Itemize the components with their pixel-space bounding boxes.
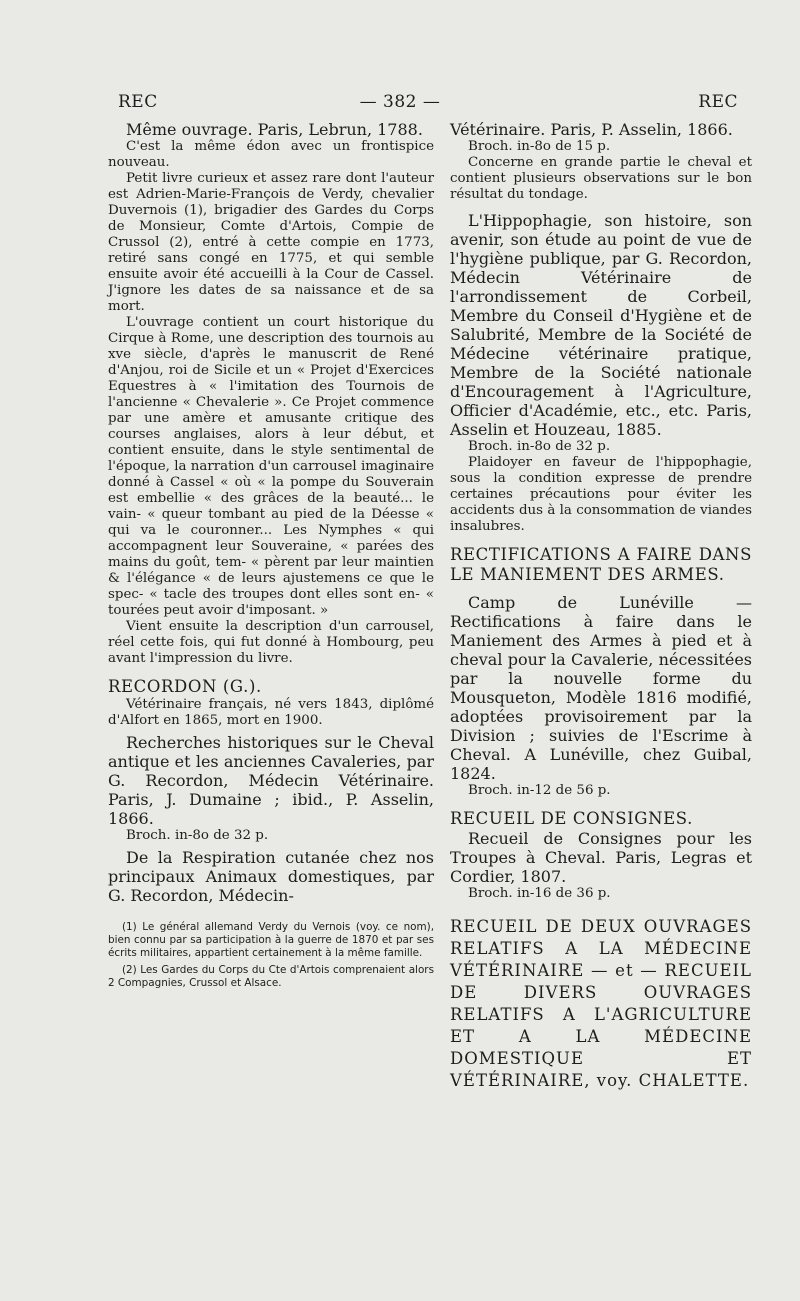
- entry-format: Broch. in-16 de 36 p.: [468, 886, 611, 901]
- left-column: [108, 120, 434, 994]
- entry-format: Broch. in-8o de 32 p.: [468, 439, 611, 454]
- right-column: [450, 120, 752, 1092]
- entry-text: Camp de Lunéville — Rectifications à faire dans le Maniement des Armes à pied et à cheval pour la Cavalerie, nécessitées par la nouvelle forme du Mousqueton, Modèle 1816 modifié, adoptées provisoirement par la Division ; suivies de l'Escrime à Cheval. A Lunéville, chez Guibal, 1824.: [450, 593, 752, 783]
- section-heading: RECORDON (G.).: [108, 677, 262, 696]
- entry-note: Vient ensuite la description d'un carrousel, réel cette fois, qui fut donné à Hombourg, peu avant l'impression du livre.: [108, 619, 434, 666]
- entry-text: Vétérinaire. Paris, P. Asselin, 1866.: [450, 120, 733, 139]
- section-heading: RECUEIL DE CONSIGNES.: [450, 809, 693, 828]
- footnote: (1) Le général allemand Verdy du Vernois (voy. ce nom), bien connu par sa participation à la guerre de 1870 et par ses écrits militaires, appartient certainement à la même famille.: [108, 921, 434, 959]
- entry-format: Broch. in-8o de 32 p.: [126, 828, 269, 843]
- section-heading: RECTIFICATIONS A FAIRE DANS LE MANIEMENT DES ARMES.: [450, 545, 752, 584]
- entry-text: Recueil de Consignes pour les Troupes à Cheval. Paris, Legras et Cordier, 1807.: [450, 829, 752, 886]
- running-head-left: REC: [118, 92, 158, 112]
- entry-format: Broch. in-12 de 56 p.: [468, 783, 611, 798]
- page-number: — 382 —: [359, 92, 441, 112]
- entry-format: Broch. in-8o de 15 p.: [468, 139, 611, 154]
- entry-text: De la Respiration cutanée chez nos principaux Animaux domestiques, par G. Recordon, Médecin-: [108, 848, 434, 905]
- entry-text: Recherches historiques sur le Cheval antique et les anciennes Cavaleries, par G. Recordon, Médecin Vétérinaire. Paris, J. Dumaine ; ibid., P. Asselin, 1866.: [108, 733, 434, 828]
- entry-note: C'est la même édon avec un frontispice nouveau.: [108, 139, 434, 170]
- footnote: (2) Les Gardes du Corps du Cte d'Artois comprenaient alors 2 Compagnies, Crussol et Alsace.: [108, 964, 434, 989]
- entry-note: L'ouvrage contient un court historique du Cirque à Rome, une description des tournois au xve siècle, d'après le manuscrit de René d'Anjou, roi de Sicile et un « Projet d'Exercices Equestres à « l'imitation des Tournois de l'ancienne « Chevalerie ». Ce Projet commence par une amère et amusante critique des courses anglaises, alors à leur début, et contient ensuite, dans le style sentimental de l'époque, la narration d'un carrousel imaginaire donné à Cassel « où « la pompe du Souverain est embellie « des grâces de la beauté... le vain- « queur tombant au pied de la Déesse « qui va le couronner... Les Nymphes « qui accompagnent leur Souveraine, « parées des mains du goût, tem- « pèrent par leur maintien & l'élégance « de leurs ajustemens ce que le spec- « tacle des troupes dont elles sont en- « tourées peut avoir d'imposant. »: [108, 315, 434, 618]
- entry-text: Même ouvrage. Paris, Lebrun, 1788.: [126, 120, 423, 139]
- entry-note: Plaidoyer en faveur de l'hippophagie, sous la condition expresse de prendre certaines précautions pour éviter les accidents dus à la consommation de viandes insalubres.: [450, 455, 752, 534]
- entry-note: Vétérinaire français, né vers 1843, diplômé d'Alfort en 1865, mort en 1900.: [108, 697, 434, 728]
- section-heading: RECUEIL DE DEUX OUVRAGES RELATIFS A LA MÉDECINE VÉTÉRINAIRE — et — RECUEIL DE DIVERS OUVRAGES RELATIFS A L'AGRICULTURE ET A LA MÉDECINE DOMESTIQUE ET VÉTÉRINAIRE, voy. CHALETTE.: [450, 917, 752, 1090]
- entry-note: Petit livre curieux et assez rare dont l'auteur est Adrien-Marie-François de Verdy, chevalier Duvernois (1), brigadier des Gardes du Corps de Monsieur, Comte d'Artois, Compie de Crussol (2), entré à cette compie en 1773, retiré sans congé en 1775, et qui semble ensuite avoir été accueilli à la Cour de Cassel. J'ignore les dates de sa naissance et de sa mort.: [108, 171, 434, 314]
- entry-text: L'Hippophagie, son histoire, son avenir, son étude au point de vue de l'hygiène publique, par G. Recordon, Médecin Vétérinaire de l'arrondissement de Corbeil, Membre du Conseil d'Hygiène et de Salubrité, Membre de la Société de Médecine vétérinaire pratique, Membre de la Société nationale d'Encouragement à l'Agriculture, Officier d'Académie, etc., etc. Paris, Asselin et Houzeau, 1885.: [450, 211, 752, 439]
- entry-note: Concerne en grande partie le cheval et contient plusieurs observations sur le bon résultat du tondage.: [450, 155, 752, 202]
- footnotes: [108, 921, 434, 990]
- running-head-right: REC: [698, 92, 738, 112]
